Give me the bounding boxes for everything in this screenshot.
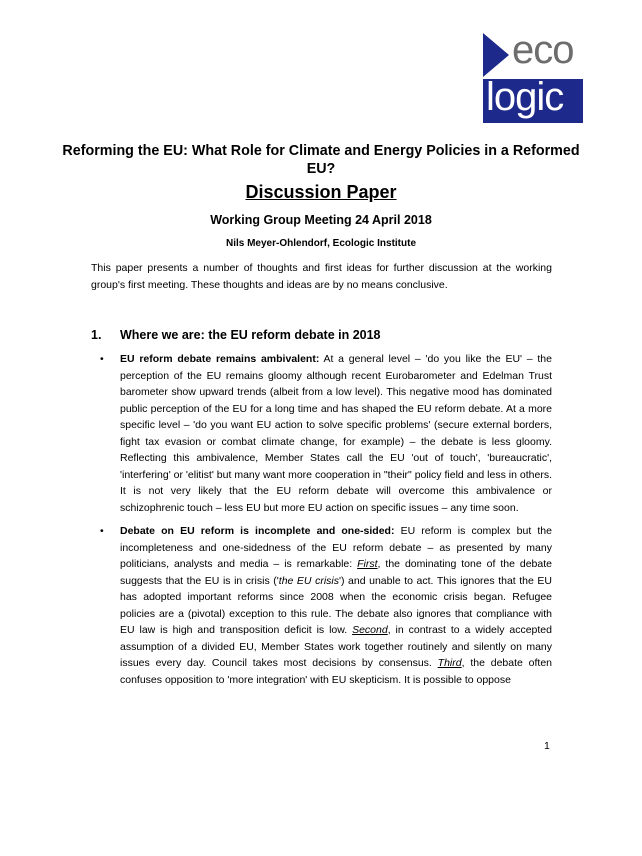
bullet-text: ') and unable to act. This ignores that the EU has adopted important reforms since 2008 when the economic crisis began. Refugee policies are a (pivotal) exception to this rule. The debate also ignores that compliance with EU law is high and transposition deficit is low. (120, 574, 553, 636)
bullet-item (100, 351, 552, 516)
emphasis-third: Third (437, 657, 462, 669)
bullet-list (100, 351, 553, 695)
document-title: Reforming the EU: What Role for Climate and Energy Policies in a Reformed EU? (62, 143, 580, 177)
ecologic-logo (483, 28, 583, 123)
author-line: Nils Meyer-Ohlendorf, Ecologic Institute (225, 238, 417, 249)
bullet-text: EU reform is complex but the incompleteness and one-sidedness of the EU reform debate – as presented by many politicians, analysts and media – is remarkable: (120, 525, 552, 570)
page-number: 1 (544, 740, 550, 752)
logo-word-eco: eco (512, 28, 574, 72)
intro-paragraph: This paper presents a number of thoughts and first ideas for further discussion at the working group's first meeting. These thoughts and ideas are by no means conclusive. (91, 262, 552, 291)
bullet-item (100, 523, 553, 688)
bullet-lead: Debate on EU reform is incomplete and one-sided: (120, 525, 395, 537)
emphasis-second: Second (352, 624, 388, 636)
section-heading (91, 328, 381, 342)
bullet-icon: • (100, 353, 104, 365)
emphasis-first: First (357, 558, 378, 570)
bullet-lead: EU reform debate remains ambivalent: (120, 353, 320, 365)
section-number: 1. (91, 328, 102, 342)
meeting-info: Working Group Meeting 24 April 2018 (210, 213, 432, 227)
logo-word-logic: logic (486, 75, 564, 119)
bullet-text: , the dominating tone of the debate suggests that the EU is in crisis (' (120, 558, 552, 587)
emphasis-crisis: the EU crisis (278, 574, 339, 587)
document-subtitle: Discussion Paper (245, 182, 397, 202)
logo-triangle (483, 33, 509, 77)
bullet-text: , in contrast to a widely accepted assumption of a divided EU, Member States work together routinely and silently on many issues every day. Council takes most decisions by consensus. (120, 624, 552, 669)
bullet-text: , the debate often confuses opposition to 'more integration' with EU skepticism. It is possible to oppose (120, 657, 553, 686)
section-title: Where we are: the EU reform debate in 2018 (120, 328, 381, 342)
bullet-icon: • (100, 525, 104, 537)
bullet-text: At a general level – 'do you like the EU' – the perception of the EU remains gloomy although recent Eurobarometer and Edelman Trust barometer show upward trends (albeit from a low level). This negative mood has dominated public perception of the EU for a long time and has shaped the EU reform debate. At a more specific level – 'do you want EU action to solve specific problems' (secure external borders, fight tax evasion or combat climate change, for example) – the debate is less gloomy. Reflecting this ambivalence, Member States call the EU 'out of touch', 'bureaucratic', 'interfering' or 'elitist' but many want more cooperation in "their" policy field and less in others. It is not very likely that the EU reform debate will overcome this ambivalence or schizophrenic touch – less EU but more EU action on specific issues – any time soon. (120, 353, 552, 514)
